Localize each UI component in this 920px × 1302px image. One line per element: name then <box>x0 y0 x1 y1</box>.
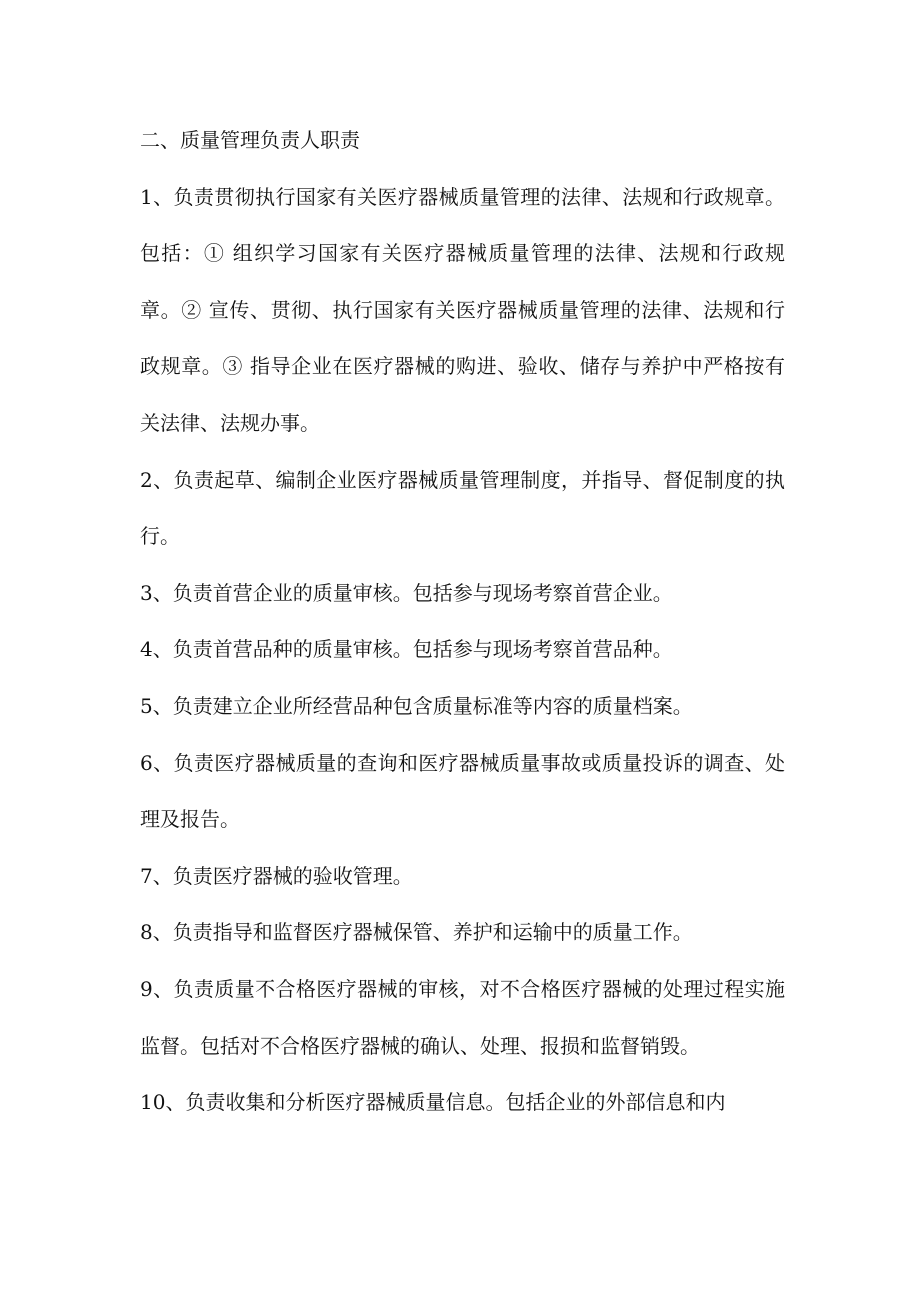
duty-item-1: 1、负责贯彻执行国家有关医疗器械质量管理的法律、法规和行政规章。包括：① 组织学习国家有关医疗器械质量管理的法律、法规和行政规章。② 宣传、贯彻、执行国家有关医疗器械质量管理的法律、法规和行政规章。③ 指导企业在医疗器械的购进、验收、储存与养护中严格按有关法律、法规办事。 <box>140 184 785 435</box>
section-title: 二、质量管理负责人职责 <box>140 128 360 152</box>
duty-item-7: 7、负责医疗器械的验收管理。 <box>140 863 413 888</box>
duty-item-9: 9、负责质量不合格医疗器械的审核，对不合格医疗器械的处理过程实施监督。包括对不合格医疗器械的确认、处理、报损和监督销毁。 <box>140 976 785 1058</box>
duty-item-3: 3、负责首营企业的质量审核。包括参与现场考察首营企业。 <box>140 580 673 605</box>
duty-item-2: 2、负责起草、编制企业医疗器械质量管理制度，并指导、督促制度的执行。 <box>140 467 785 549</box>
document-body <box>140 112 785 1131</box>
duty-item-10: 10、负责收集和分析医疗器械质量信息。包括企业的外部信息和内 <box>140 1090 726 1115</box>
duty-item-4: 4、负责首营品种的质量审核。包括参与现场考察首营品种。 <box>140 637 673 662</box>
duty-item-6: 6、负责医疗器械质量的查询和医疗器械质量事故或质量投诉的调查、处理及报告。 <box>140 750 785 832</box>
duty-item-8: 8、负责指导和监督医疗器械保管、养护和运输中的质量工作。 <box>140 920 693 945</box>
duty-item-5: 5、负责建立企业所经营品种包含质量标准等内容的质量档案。 <box>140 693 693 718</box>
